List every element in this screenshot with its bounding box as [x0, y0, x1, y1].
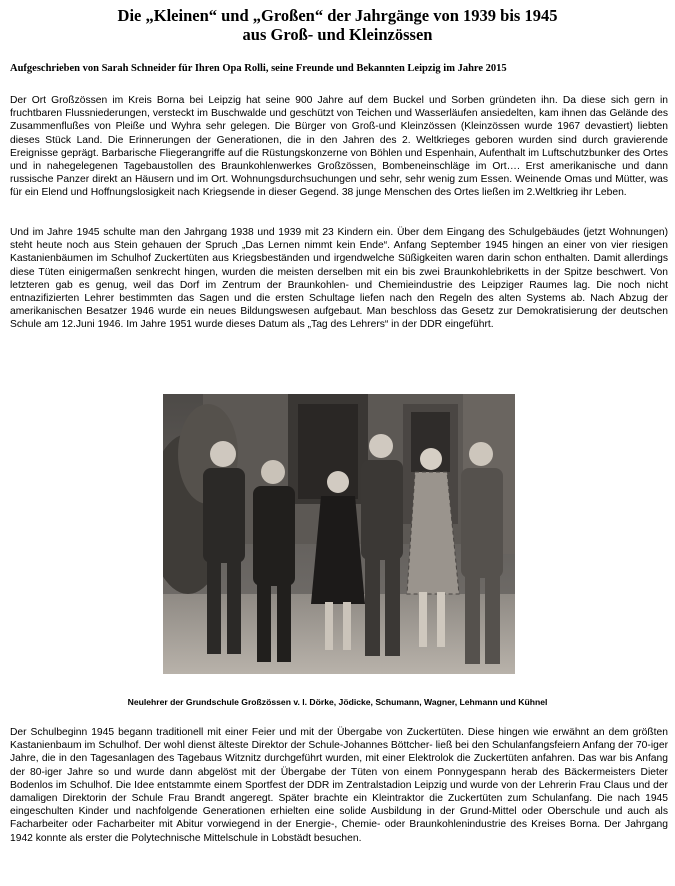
paragraph-school-1945: Und im Jahre 1945 schulte man den Jahrgang 1938 und 1939 mit 23 Kindern ein. Über dem Eingang des Schulgebäudes (jetzt Wohnungen) steht heute noch aus Stein gehauen der Spruch „Das Lernen nimmt kein Ende“. Anfang September 1945 hingen an einer von vier riesigen Kastanienbäumen im Schulhof Zuckertüten aus Kriegsbeständen und irgendwelche Süßigkeiten waren darin schon enthalten. Damit allerdings diese Tüten einigermaßen senkrecht hingen, wurden die meisten derselben mit ein bis zwei Braunkohlebriketts in der Spitze beschwert. Von letzteren gab es genug, weil das Dorf im Zentrum der Braunkohlen- und Chemieindustrie des Leipziger Raumes lag. Die noch nicht entnazifizierten Lehrer bestimmten das Sagen und die ersten Schultage liefen nach den Regeln des alten Systems ab. Nach Abzug der amerikanischen Besatzer 1946 wurde ein neues Bildungswesen aufgebaut. Man beschloss das Gesetz zur Demokratisierung der deutschen Schule am 12.Juni 1946. Im Jahre 1951 wurde dieses Datum als „Tag des Lehrers“ in der DDR eingeführt. [10, 227, 668, 331]
title-line-2: aus Groß- und Kleinzössen [242, 25, 433, 44]
title-line-1: Die „Kleinen“ und „Großen“ der Jahrgänge von 1939 bis 1945 [117, 6, 558, 25]
photo-caption: Neulehrer der Grundschule Großzössen v. l. Dörke, Jödicke, Schumann, Wagner, Lehmann und Kühnel [127, 697, 548, 707]
page-title [0, 6, 675, 44]
author-line: Aufgeschrieben von Sarah Schneider für Ihren Opa Rolli, seine Freunde und Bekannten Leipzig im Jahre 2015 [10, 63, 507, 74]
teachers-group-photo [163, 394, 515, 674]
paragraph-history: Der Ort Großzössen im Kreis Borna bei Leipzig hat seine 900 Jahre auf dem Buckel und Sorben gründeten ihn. Da diese sich gern in fruchtbaren Flussniederungen, versteckt im Buschwalde und geschützt von Teichen und Wasserläufen ansiedelten, kam ihnen das Gelände des Zusammenflußes von Pleiße und Wyhra sehr gelegen. Die Bürger von Groß-und Kleinzössen (Kleinzössen wurde 1967 devastiert) liebten dieses Stück Land. Die Erinnerungen der Generationen, die in den Jahren des 2. Weltkrieges geboren wurden sind durch gravierende Ereignisse geprägt. Barbarische Fliegerangriffe auf die Rüstungskonzerne von Böhlen und Espenhain, Aufenthalt im Luftschutzbunker des Ortes und in nahegelegenen Tagebaustollen des Braunkohlenwerkes Großzössen, Bombeneinschläge im Ort…. Erst amerikanische und dann russische Panzer direkt an Häusern und im Ort. Wohnungsdurchsuchungen und sehr, sehr wenig zum Essen. Weinende Omas und Mütter, was für ein Elend und Hoffnungslosigkeit nach Kriegsende in dieser Gegend. 38 junge Menschen des Ortes ließen im 2.Weltkrieg ihr Leben. [10, 95, 668, 199]
photo-illustration [163, 394, 515, 674]
paragraph-school-enrolment: Der Schulbeginn 1945 begann traditionell mit einer Feier und mit der Übergabe von Zuckertüten. Diese hingen wie erwähnt an dem größten Kastanienbaum im Schulhof. Der wohl dienst älteste Direktor der Schule-Johannes Böttcher- ließ bei den Schulanfangsfeiern Anfang der 70-iger Jahre, die in den Tagesanlagen des Tagebaus Witznitz durchgeführt wurden, mit einer Elektrolok die Zuckertüten anfahren. Das war bis Anfang der 80-iger Jahre so und wurde dann abgelöst mit der Übergabe der Tüten von einem Ponnygespann herab des Bäckermeisters Dieter Bodenlos im Schulhof. Die Idee entstammte einem Sportfest der DDR im Zentralstadion Leipzig und wurde von der Lehrerin Frau Claus und der damaligen Direktorin der Schule Frau Brandt angeregt. Später brachte ein Kleintraktor die Zuckertüten zum Schulanfang. Die nach 1945 eingeschulten Kinder und nachfolgende Generationen erhielten eine solide Ausbildung in der Grund-Mittel oder Oberschule und auch als Facharbeiter oder Facharbeiter mit Abitur vorwiegend in der Energie-, Chemie- oder Braunkohlenindustrie des Kreises Borna. Der Jahrgang 1942 konnte als erster die Polytechnische Mittelschule in Lobstädt besuchen. [10, 727, 668, 844]
